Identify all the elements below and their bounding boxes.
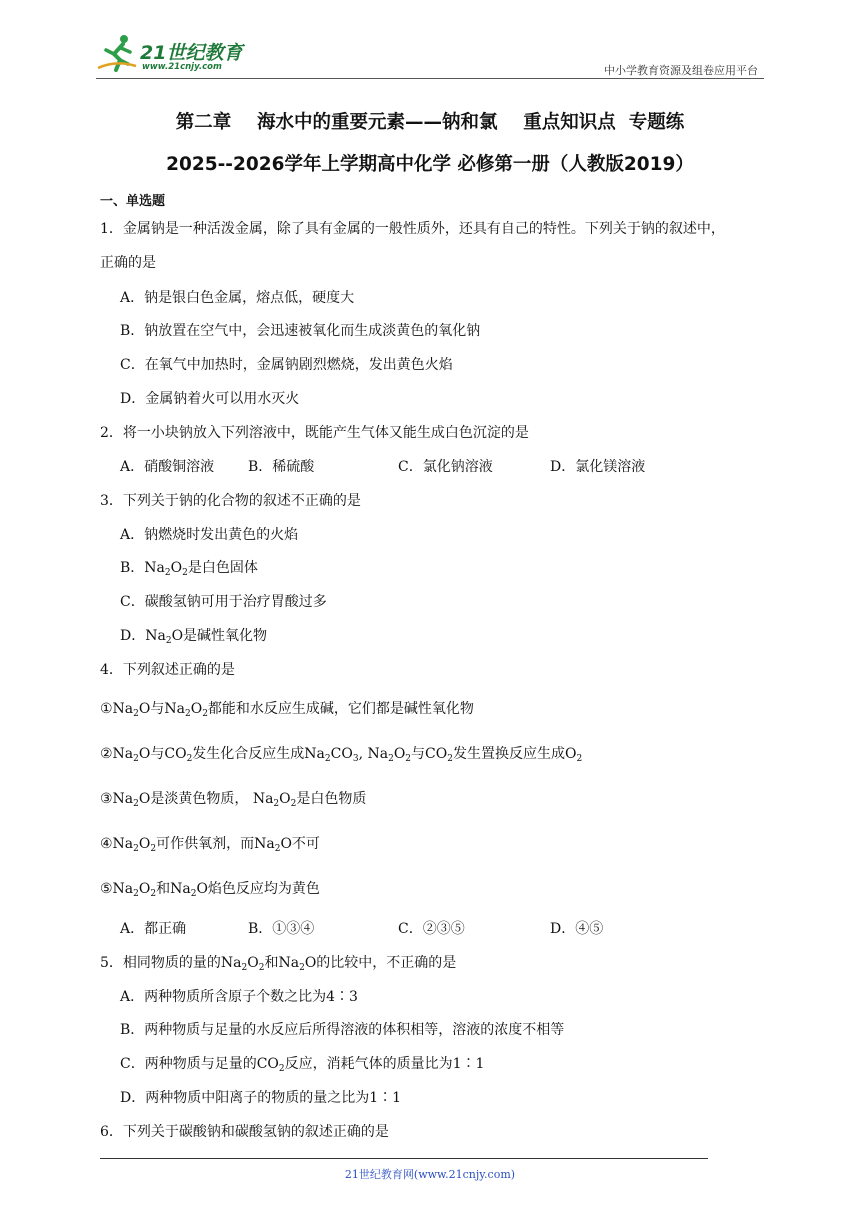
footer-link[interactable]: 21世纪教育网(www.21cnjy.com) (344, 1168, 516, 1181)
question-4-option-a: A．都正确 (120, 921, 187, 937)
question-4-statement-2: $②Na_2O$与$CO_2$发生化合反应生成$Na_2CO_3$, $Na_2O_2$与$CO_2$发生置换反应生成$O_2$ (100, 746, 583, 764)
question-4-text: 4．下列叙述正确的是 (100, 662, 235, 678)
question-2-option-d: D．氯化镁溶液 (550, 459, 646, 475)
page-subtitle: 2025--2026学年上学期高中化学 必修第一册（人教版2019） (166, 154, 694, 175)
question-2-text: 2．将一小块钠放入下列溶液中，既能产生气体又能生成白色沉淀的是 (100, 425, 529, 441)
header-divider (96, 78, 764, 79)
question-3-option-c: C．碳酸氢钠可用于治疗胃酸过多 (120, 594, 327, 610)
question-5-text: 5．相同物质的量的$Na_2O_2$和$Na_2O$的比较中，不正确的是 (100, 955, 457, 973)
question-5-option-c: C．两种物质与足量的$CO_2$反应，消耗气体的质量比为1∶1 (120, 1056, 485, 1074)
question-4-statement-4: $④Na_2O_2$可作供氧剂，而$Na_2O$不可 (100, 836, 320, 854)
question-2-option-b: B．稀硫酸 (248, 459, 315, 475)
question-3-option-d: D．$Na_2O$是碱性氧化物 (120, 628, 268, 646)
question-4-option-d: D．④⑤ (550, 921, 604, 937)
question-3-option-a: A．钠燃烧时发出黄色的火焰 (120, 527, 299, 543)
question-1-option-d: D．金属钠着火可以用水灭火 (120, 391, 300, 407)
page-header (96, 30, 764, 80)
question-4-option-b: B．①③④ (248, 921, 315, 937)
logo-text: 21世纪教育 (140, 42, 243, 64)
question-4-option-c: C．②③⑤ (398, 921, 465, 937)
page-title: 第二章 海水中的重要元素——钠和氯 重点知识点 专题练 (175, 112, 685, 133)
question-4-statement-3: $③Na_2O$是淡黄色物质， $Na_2O_2$是白色物质 (100, 791, 367, 809)
question-1-option-c: C．在氧气中加热时，金属钠剧烈燃烧，发出黄色火焰 (120, 357, 453, 373)
logo (96, 34, 266, 78)
question-5-option-d: D．两种物质中阳离子的物质的量之比为1∶1 (120, 1090, 402, 1106)
question-1-option-b: B．钠放置在空气中，会迅速被氧化而生成淡黄色的氧化钠 (120, 323, 481, 339)
question-6-text: 6．下列关于碳酸钠和碳酸氢钠的叙述正确的是 (100, 1124, 389, 1140)
question-2-option-a: A．硝酸铜溶液 (120, 459, 215, 475)
question-1-text-cont: 正确的是 (100, 255, 156, 271)
question-4-statement-5: $⑤Na_2O_2$和$Na_2O$焰色反应均为黄色 (100, 881, 320, 899)
footer-divider (100, 1158, 708, 1159)
platform-label: 中小学教育资源及组卷应用平台 (604, 64, 758, 77)
section-heading: 一、单选题 (100, 194, 166, 209)
question-3-option-b: B．$Na_2O_2$是白色固体 (120, 560, 258, 578)
question-1-text: 1．金属钠是一种活泼金属，除了具有金属的一般性质外，还具有自己的特性。下列关于钠的叙述中， (100, 221, 725, 237)
logo-url: www.21cnjy.com (142, 62, 222, 72)
question-4-statement-1: $①Na_2O$与$Na_2O_2$都能和水反应生成碱，它们都是碱性氧化物 (100, 701, 474, 719)
question-2-option-c: C．氯化钠溶液 (398, 459, 493, 475)
runner-logo-icon (96, 34, 138, 74)
question-5-option-a: A．两种物质所含原子个数之比为4∶3 (120, 989, 358, 1005)
question-5-option-b: B．两种物质与足量的水反应后所得溶液的体积相等，溶液的浓度不相等 (120, 1022, 565, 1038)
question-1-option-a: A．钠是银白色金属，熔点低，硬度大 (120, 290, 355, 306)
question-3-text: 3．下列关于钠的化合物的叙述不正确的是 (100, 493, 361, 509)
